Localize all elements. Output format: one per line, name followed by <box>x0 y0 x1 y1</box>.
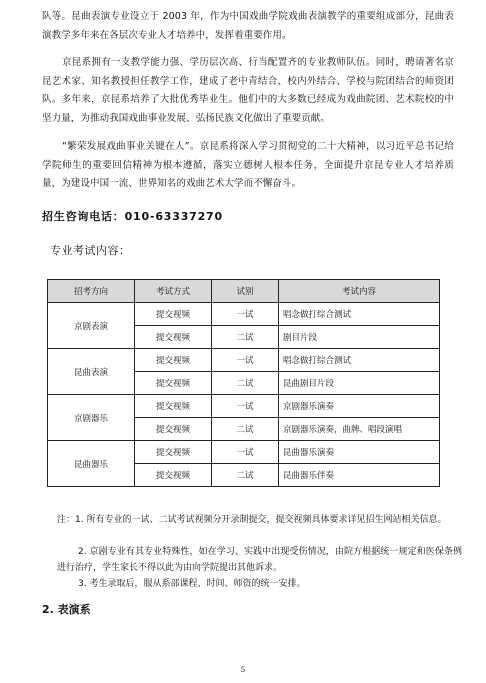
paragraph-kunqu-intro: 队等。昆曲表演专业设立于 2003 年，作为中国戏曲学院戏曲表演教学的重要组成部分，昆曲表演教学多年来在各层次专业人才培养中，发挥着重要作用。 <box>42 11 454 41</box>
content-cell: 京剧器乐演奏 <box>279 395 440 418</box>
round-cell: 一试 <box>212 349 279 372</box>
method-cell: 提交视频 <box>135 349 212 372</box>
method-cell: 提交视频 <box>135 372 212 395</box>
exam-table <box>47 279 440 487</box>
method-cell: 提交视频 <box>135 326 212 349</box>
direction-cell: 京剧器乐 <box>48 395 135 441</box>
table-row <box>48 441 440 464</box>
header-method: 考试方式 <box>135 280 212 303</box>
contact-phone: 招生咨询电话：010-63337270 <box>42 210 223 223</box>
direction-cell: 昆曲表演 <box>48 349 135 395</box>
method-cell: 提交视频 <box>135 418 212 441</box>
header-direction: 招考方向 <box>48 280 135 303</box>
round-cell: 二试 <box>212 372 279 395</box>
content-cell: 京剧器乐演奏，曲牌、唱段演唱 <box>279 418 440 441</box>
table-row <box>48 303 440 326</box>
round-cell: 一试 <box>212 303 279 326</box>
note-3: 3. 考生录取后，服从系部课程、时间、师资的统一安排。 <box>78 579 306 589</box>
table-header-row <box>48 280 440 303</box>
page-number: 5 <box>240 666 246 674</box>
content-cell: 昆曲器乐演奏 <box>279 441 440 464</box>
next-section-title: 2. 表演系 <box>42 603 91 616</box>
round-cell: 二试 <box>212 464 279 487</box>
method-cell: 提交视频 <box>135 441 212 464</box>
round-cell: 一试 <box>212 441 279 464</box>
header-round: 试别 <box>212 280 279 303</box>
paragraph-faculty: 京昆系拥有一支教学能力强、学历层次高、行当配置齐的专业教师队伍。同时，聘请著名京昆艺术家、知名教授担任教学工作，建成了老中青结合、校内外结合、学校与院团结合的师资团队。多年来，京昆系培养了大批优秀毕业生。他们中的大多数已经成为戏曲院团、艺术院校的中坚力量，为推动我国戏曲事业发展、弘扬民族文化做出了重要贡献。 <box>42 57 454 124</box>
round-cell: 二试 <box>212 418 279 441</box>
note-2: 2. 京剧专业有其专业特殊性，如在学习、实践中出现受伤情况，由院方根据统一规定和医保条例进行治疗，学生家长不得以此为由向学院提出其他诉求。 <box>57 547 462 573</box>
method-cell: 提交视频 <box>135 464 212 487</box>
content-cell: 昆曲器乐伴奏 <box>279 464 440 487</box>
table-row <box>48 349 440 372</box>
direction-cell: 京剧表演 <box>48 303 135 349</box>
direction-cell: 昆曲器乐 <box>48 441 135 487</box>
round-cell: 二试 <box>212 326 279 349</box>
content-cell: 唱念做打综合测试 <box>279 303 440 326</box>
content-cell: 剧目片段 <box>279 326 440 349</box>
table-row <box>48 395 440 418</box>
note-1: 注：1. 所有专业的一试、二试考试视频分开录制提交，提交视频具体要求详见招生网站相关信息。 <box>57 515 447 525</box>
header-content: 考试内容 <box>279 280 440 303</box>
content-cell: 唱念做打综合测试 <box>279 349 440 372</box>
method-cell: 提交视频 <box>135 303 212 326</box>
content-cell: 昆曲剧目片段 <box>279 372 440 395</box>
exam-content-heading: 专业考试内容： <box>50 244 131 257</box>
round-cell: 一试 <box>212 395 279 418</box>
method-cell: 提交视频 <box>135 395 212 418</box>
paragraph-mission: “繁荣发展戏曲事业关键在人”。京昆系将深入学习贯彻党的二十大精神，以习近平总书记给学院师生的重要回信精神为根本遵循，落实立德树人根本任务，全面提升京昆专业人才培养质量，为建设中国一流、世界知名的戏曲艺术大学而不懈奋斗。 <box>42 141 454 189</box>
